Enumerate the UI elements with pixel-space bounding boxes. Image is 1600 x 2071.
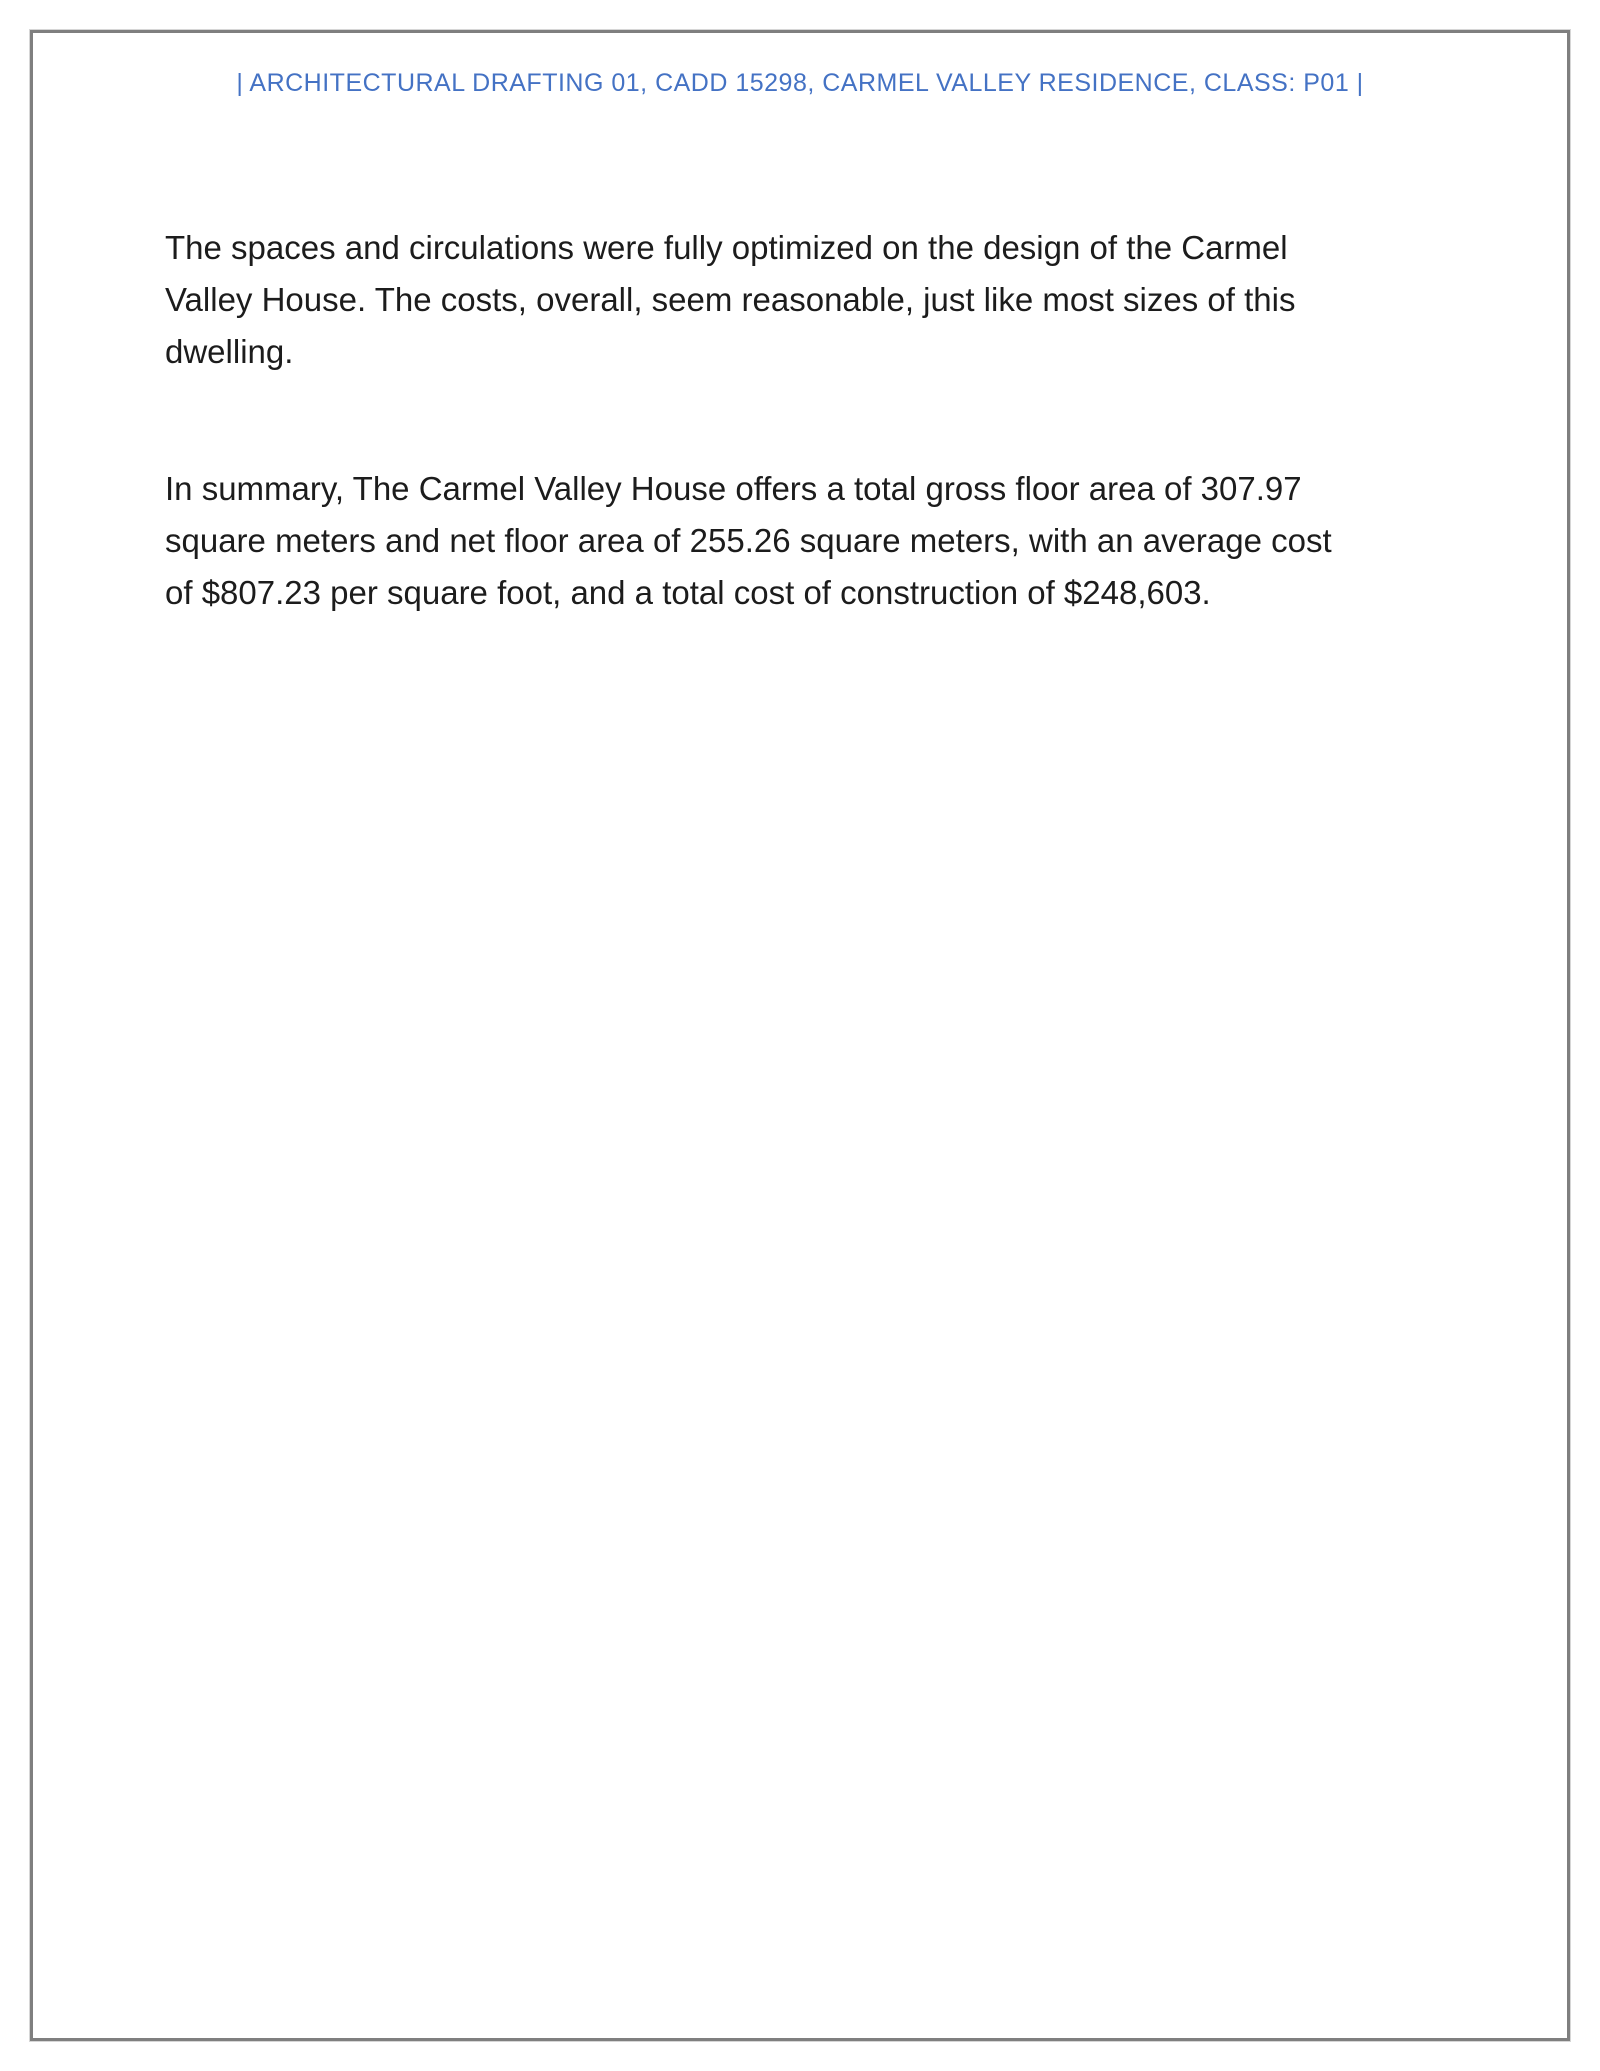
- header-text: | ARCHITECTURAL DRAFTING 01, CADD 15298, CARMEL VALLEY RESIDENCE, CLASS: P01 |: [236, 69, 1364, 97]
- paragraph-2: [165, 463, 1460, 619]
- paragraph-line: Valley House. The costs, overall, seem reasonable, just like most sizes of this: [165, 281, 1296, 318]
- paragraph-line: of $807.23 per square foot, and a total cost of construction of $248,603.: [165, 574, 1211, 611]
- paragraph-1: [165, 222, 1460, 378]
- document-header: [165, 68, 1435, 98]
- paragraph-line: In summary, The Carmel Valley House offers a total gross floor area of 307.97: [165, 470, 1302, 507]
- paragraph-line: The spaces and circulations were fully optimized on the design of the Carmel: [165, 229, 1288, 266]
- document-body: [165, 222, 1460, 619]
- paragraph-line: square meters and net floor area of 255.26 square meters, with an average cost: [165, 522, 1332, 559]
- paragraph-line: dwelling.: [165, 333, 294, 370]
